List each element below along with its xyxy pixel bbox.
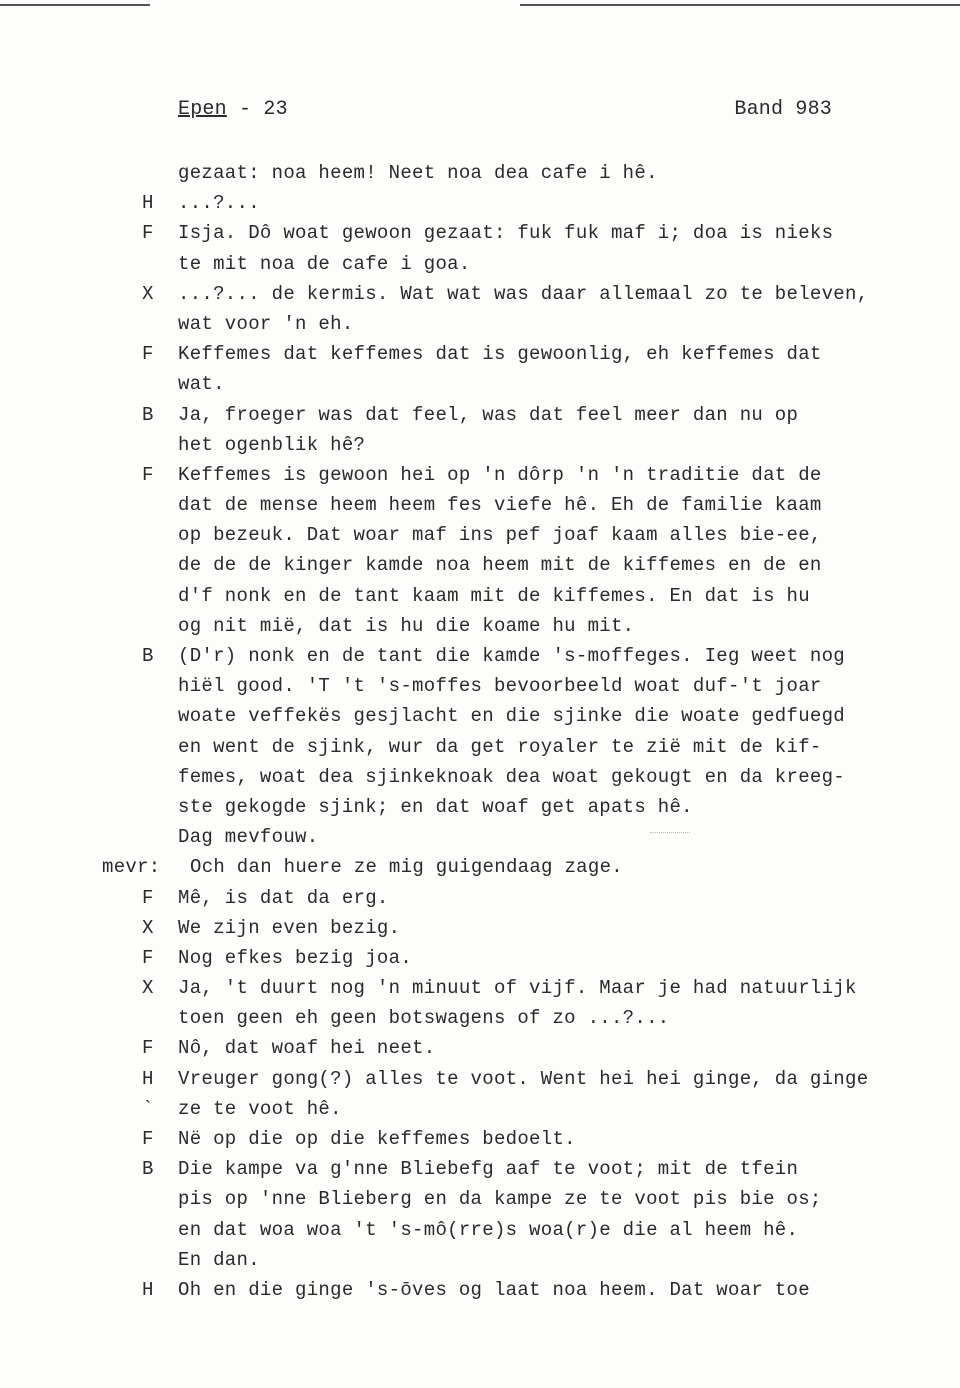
header-band: Band 983 bbox=[734, 98, 832, 121]
line-text: hiël good. 'T 't 's-moffes bevoorbeeld woat duf-'t joar bbox=[178, 675, 822, 698]
speaker-label: B bbox=[142, 1158, 154, 1181]
line-text: Nog efkes bezig joa. bbox=[178, 946, 413, 969]
line-text: pis op 'nne Blieberg en da kampe ze te voot pis bie os; bbox=[178, 1188, 822, 1211]
speaker-label: X bbox=[142, 282, 154, 305]
line-text: Ja, froeger was dat feel, was dat feel meer dan nu op bbox=[178, 403, 799, 426]
line-text: dat de mense heem heem fes viefe hê. Eh de familie kaam bbox=[178, 494, 822, 517]
speaker-label: X bbox=[142, 916, 154, 939]
transcript-line bbox=[0, 913, 960, 943]
line-text: (D'r) nonk en de tant die kamde 's-moffeges. Ieg weet nog bbox=[178, 645, 846, 667]
transcript-line bbox=[0, 822, 960, 852]
speaker-label: F bbox=[142, 1128, 154, 1150]
transcript-line bbox=[0, 1184, 960, 1214]
transcript-line bbox=[0, 218, 960, 248]
speaker-label: X bbox=[142, 977, 154, 1000]
transcript-line bbox=[0, 369, 960, 399]
line-text: og nit mië, dat is hu die koame hu mit. bbox=[178, 614, 635, 637]
transcript-line bbox=[0, 1003, 960, 1033]
transcript-line bbox=[0, 400, 960, 430]
transcript-body bbox=[0, 158, 960, 1305]
transcript-line bbox=[0, 158, 960, 188]
line-text: op bezeuk. Dat woar maf ins pef joaf kaam alles bie-ee, bbox=[178, 524, 822, 547]
transcript-line bbox=[0, 1124, 960, 1154]
line-text: wat voor 'n eh. bbox=[178, 312, 354, 335]
transcript-line bbox=[0, 792, 960, 822]
line-text: gezaat: noa heem! Neet noa dea cafe i hê. bbox=[178, 162, 658, 184]
speaker-label: B bbox=[142, 645, 154, 667]
line-text: Nô, dat woaf hei neet. bbox=[178, 1037, 436, 1060]
line-text: Keffemes is gewoon hei op 'n dôrp 'n 'n traditie dat de bbox=[178, 463, 822, 486]
transcript-line bbox=[0, 1245, 960, 1275]
line-text: d'f nonk en de tant kaam mit de kiffemes. En dat is hu bbox=[178, 584, 810, 607]
speaker-label: H bbox=[142, 192, 154, 215]
transcript-line bbox=[0, 641, 960, 671]
speaker-label: F bbox=[142, 222, 154, 245]
transcript-line bbox=[0, 430, 960, 460]
line-text: En dan. bbox=[178, 1248, 260, 1271]
line-text: te mit noa de cafe i goa. bbox=[178, 252, 471, 275]
line-text: Keffemes dat keffemes dat is gewoonlig, eh keffemes dat bbox=[178, 343, 822, 366]
transcript-line bbox=[0, 732, 960, 762]
line-text: ze te voot hê. bbox=[178, 1097, 342, 1120]
speaker-label: H bbox=[142, 1278, 154, 1301]
line-text: Isja. Dô woat gewoon gezaat: fuk fuk maf i; doa is nieks bbox=[178, 222, 834, 245]
line-text: Vreuger gong(?) alles te voot. Went hei hei ginge, da ginge bbox=[178, 1067, 869, 1090]
speaker-label: H bbox=[142, 1067, 154, 1090]
speaker-label: F bbox=[142, 946, 154, 969]
line-text: Die kampe va g'nne Bliebefg aaf te voot; mit de tfein bbox=[178, 1158, 799, 1181]
line-text: toen geen eh geen botswagens of zo ...?... bbox=[178, 1007, 670, 1030]
line-text: Në op die op die keffemes bedoelt. bbox=[178, 1128, 576, 1150]
line-text: We zijn even bezig. bbox=[178, 916, 401, 939]
paper-smudge bbox=[650, 832, 690, 839]
transcript-line bbox=[0, 249, 960, 279]
transcript-line bbox=[0, 611, 960, 641]
transcript-line bbox=[0, 581, 960, 611]
speaker-label: ` bbox=[142, 1097, 154, 1120]
transcript-line bbox=[0, 671, 960, 701]
line-text: Dag mevfouw. bbox=[178, 826, 319, 849]
transcript-line bbox=[0, 701, 960, 731]
transcript-line bbox=[0, 943, 960, 973]
line-text: Oh en die ginge 's-ōves og laat noa heem. Dat woar toe bbox=[178, 1278, 810, 1301]
transcript-line bbox=[0, 762, 960, 792]
transcript-line bbox=[0, 460, 960, 490]
transcript-line bbox=[0, 1033, 960, 1063]
transcript-line bbox=[0, 1154, 960, 1184]
line-text: het ogenblik hê? bbox=[178, 433, 366, 456]
page-header-left bbox=[178, 98, 288, 121]
line-text: femes, woat dea sjinkeknoak dea woat gekougt en da kreeg- bbox=[178, 765, 846, 788]
speaker-label: F bbox=[142, 1037, 154, 1060]
transcript-line bbox=[0, 883, 960, 913]
transcript-line bbox=[0, 279, 960, 309]
speaker-label: mevr: bbox=[102, 856, 161, 879]
transcript-line bbox=[0, 1094, 960, 1124]
transcript-line bbox=[0, 490, 960, 520]
line-text: en dat woa woa 't 's-mô(rre)s woa(r)e die al heem hê. bbox=[178, 1218, 799, 1241]
line-text: Mê, is dat da erg. bbox=[178, 886, 389, 909]
header-place: Epen bbox=[178, 98, 227, 121]
line-text: ...?... bbox=[178, 192, 260, 215]
line-text: wat. bbox=[178, 373, 225, 396]
top-rule-right bbox=[520, 4, 960, 6]
line-text: ste gekogde sjink; en dat woaf get apats hê. bbox=[178, 795, 693, 818]
transcript-line bbox=[0, 1215, 960, 1245]
transcript-line bbox=[0, 309, 960, 339]
line-text: ...?... de kermis. Wat wat was daar allemaal zo te beleven, bbox=[178, 282, 869, 305]
transcript-line bbox=[0, 973, 960, 1003]
transcript-line bbox=[0, 1275, 960, 1305]
line-text: woate veffekës gesjlacht en die sjinke die woate gedfuegd bbox=[178, 705, 846, 728]
speaker-label: F bbox=[142, 886, 154, 909]
transcript-line bbox=[0, 520, 960, 550]
line-text: Ja, 't duurt nog 'n minuut of vijf. Maar je had natuurlijk bbox=[178, 977, 857, 1000]
line-text: Och dan huere ze mig guigendaag zage. bbox=[190, 856, 623, 879]
top-rule-left bbox=[0, 4, 150, 6]
speaker-label: B bbox=[142, 403, 154, 426]
speaker-label: F bbox=[142, 343, 154, 366]
transcript-line bbox=[0, 339, 960, 369]
line-text: en went de sjink, wur da get royaler te zië mit de kif- bbox=[178, 735, 822, 758]
header-page-number: - 23 bbox=[226, 98, 288, 121]
transcript-line bbox=[0, 1064, 960, 1094]
transcript-line bbox=[0, 550, 960, 580]
line-text: de de de kinger kamde noa heem mit de kiffemes en de en bbox=[178, 554, 822, 577]
transcript-line bbox=[0, 852, 960, 882]
speaker-label: F bbox=[142, 463, 154, 486]
transcript-line bbox=[0, 188, 960, 218]
